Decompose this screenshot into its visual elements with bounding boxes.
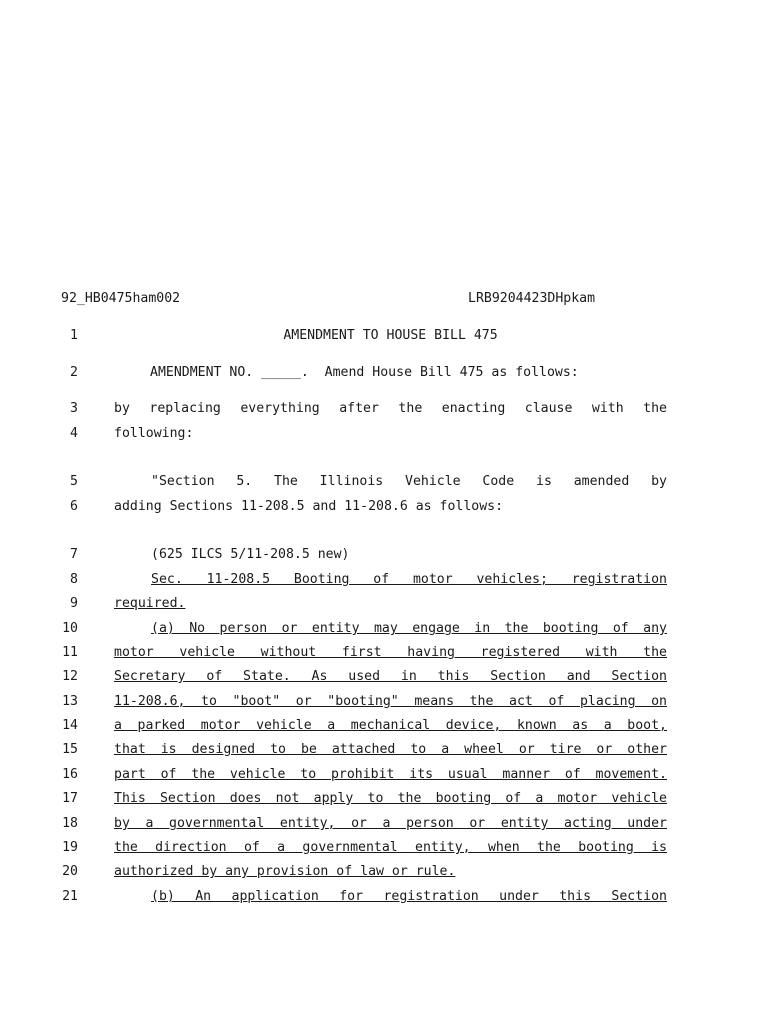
line-number: 15 bbox=[62, 742, 78, 757]
line-number: 5 bbox=[70, 474, 78, 489]
line-text: by replacing everything after the enacting clause with the bbox=[114, 401, 667, 416]
text-line bbox=[0, 620, 770, 638]
text-line bbox=[0, 741, 770, 759]
text-line bbox=[0, 717, 770, 735]
text-line bbox=[0, 364, 770, 382]
text-line bbox=[0, 595, 770, 613]
text-line bbox=[0, 546, 770, 564]
line-number: 4 bbox=[70, 426, 78, 441]
line-text: motor vehicle without first having registered with the bbox=[114, 645, 667, 660]
text-line bbox=[0, 425, 770, 443]
line-text: following: bbox=[114, 426, 194, 441]
text-line bbox=[0, 668, 770, 686]
line-text: AMENDMENT NO. _____. Amend House Bill 475 as follows: bbox=[150, 365, 579, 380]
line-text: (a) No person or entity may engage in the booting of any bbox=[151, 621, 667, 636]
lrb-id: LRB9204423DHpkam bbox=[468, 291, 596, 306]
text-line bbox=[0, 498, 770, 516]
line-number: 16 bbox=[62, 767, 78, 782]
document-id: 92_HB0475ham002 bbox=[61, 291, 181, 306]
line-number: 17 bbox=[62, 791, 78, 806]
line-text: (b) An application for registration under this Section bbox=[151, 889, 667, 904]
line-number: 2 bbox=[70, 365, 78, 380]
text-line bbox=[0, 863, 770, 881]
line-text: by a governmental entity, or a person or entity acting under bbox=[114, 816, 667, 831]
line-text: (625 ILCS 5/11-208.5 new) bbox=[151, 547, 350, 562]
text-line bbox=[0, 473, 770, 491]
line-text: a parked motor vehicle a mechanical device, known as a boot, bbox=[114, 718, 667, 733]
document-header bbox=[61, 291, 667, 309]
line-number: 6 bbox=[70, 499, 78, 514]
line-text: Secretary of State. As used in this Section and Section bbox=[114, 669, 667, 684]
line-number: 13 bbox=[62, 694, 78, 709]
line-text: "Section 5. The Illinois Vehicle Code is amended by bbox=[151, 474, 667, 489]
text-line bbox=[0, 693, 770, 711]
line-number: 9 bbox=[70, 596, 78, 611]
line-text: Sec. 11-208.5 Booting of motor vehicles; registration bbox=[151, 572, 667, 587]
line-number: 8 bbox=[70, 572, 78, 587]
amendment-title: AMENDMENT TO HOUSE BILL 475 bbox=[283, 328, 498, 343]
text-line bbox=[0, 644, 770, 662]
line-text: 11-208.6, to "boot" or "booting" means the act of placing on bbox=[114, 694, 667, 709]
line-number: 20 bbox=[62, 864, 78, 879]
line-number: 1 bbox=[70, 328, 78, 343]
line-text: part of the vehicle to prohibit its usual manner of movement. bbox=[114, 767, 667, 782]
text-line bbox=[0, 327, 770, 345]
line-text: that is designed to be attached to a wheel or tire or other bbox=[114, 742, 667, 757]
line-text: required. bbox=[114, 596, 186, 611]
line-text: the direction of a governmental entity, when the booting is bbox=[114, 840, 667, 855]
text-line bbox=[0, 888, 770, 906]
line-number: 14 bbox=[62, 718, 78, 733]
line-number: 3 bbox=[70, 401, 78, 416]
line-text: This Section does not apply to the booting of a motor vehicle bbox=[114, 791, 667, 806]
line-number: 10 bbox=[62, 621, 78, 636]
line-text: adding Sections 11-208.5 and 11-208.6 as follows: bbox=[114, 499, 504, 514]
text-line bbox=[0, 766, 770, 784]
line-number: 18 bbox=[62, 816, 78, 831]
text-line bbox=[0, 839, 770, 857]
text-line bbox=[0, 571, 770, 589]
line-number: 12 bbox=[62, 669, 78, 684]
line-number: 11 bbox=[62, 645, 78, 660]
line-number: 7 bbox=[70, 547, 78, 562]
line-number: 19 bbox=[62, 840, 78, 855]
text-line bbox=[0, 790, 770, 808]
line-text: authorized by any provision of law or rule. bbox=[114, 864, 456, 879]
text-line bbox=[0, 815, 770, 833]
text-line bbox=[0, 400, 770, 418]
line-number: 21 bbox=[62, 889, 78, 904]
